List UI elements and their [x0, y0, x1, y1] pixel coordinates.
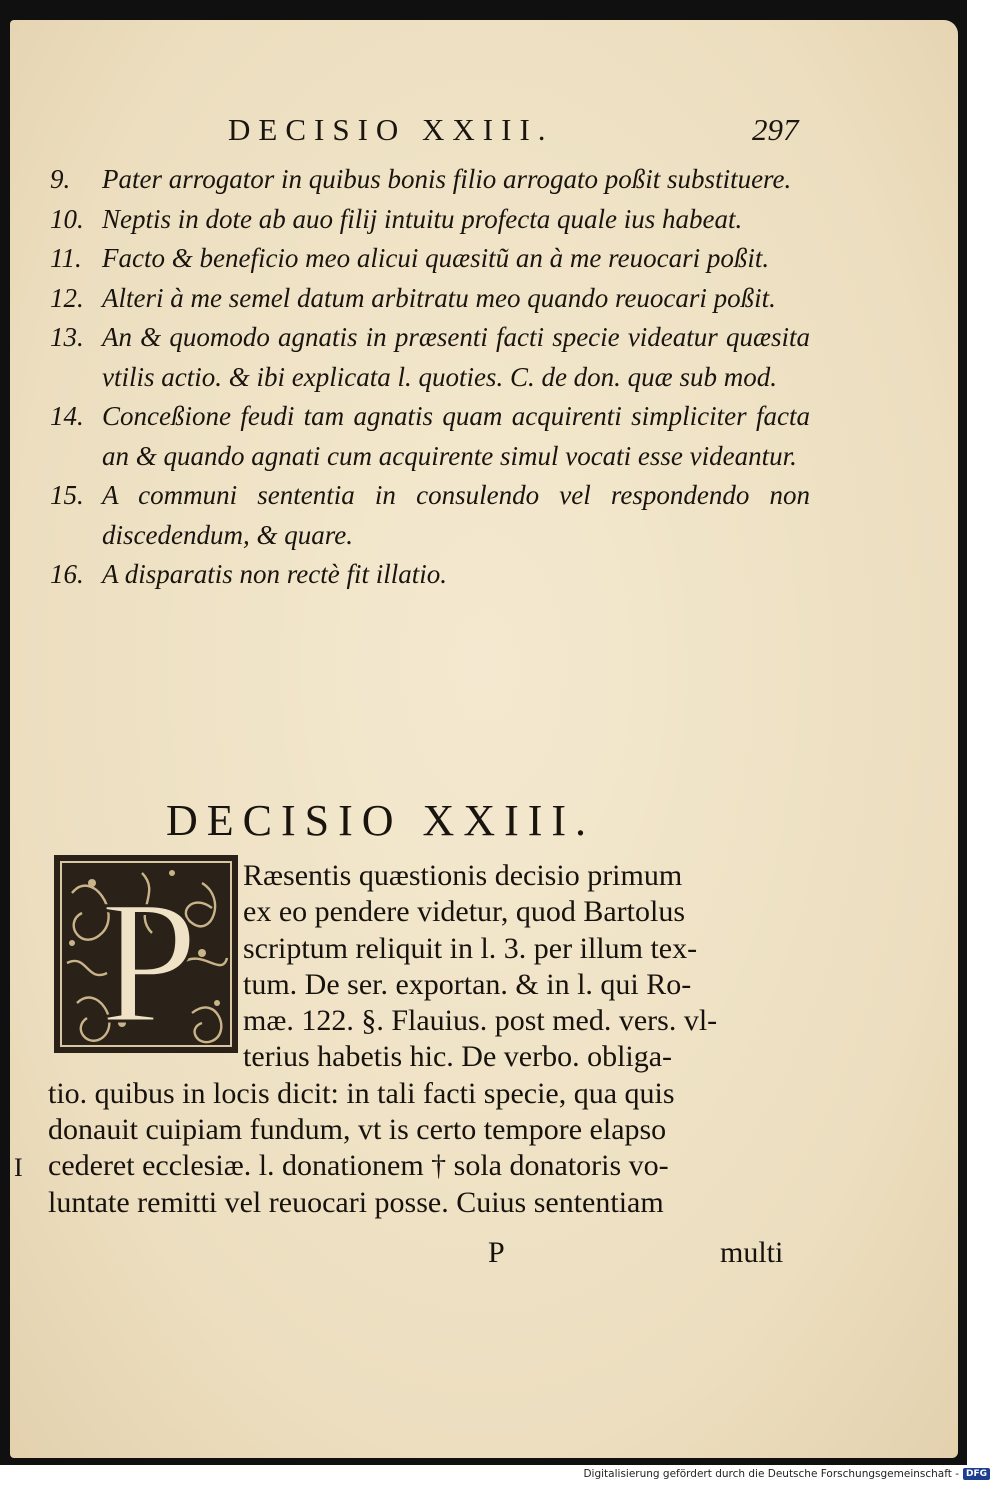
summary-item: [50, 476, 810, 555]
summary-text: Pater arrogator in quibus bonis filio arrogato poßit substituere.: [102, 164, 792, 194]
summary-number: 12.: [50, 282, 84, 313]
running-head: DECISIO XXIII.: [228, 112, 554, 147]
summary-list: [50, 160, 810, 595]
summary-number: 15.: [50, 480, 84, 510]
body-line: Ræsentis quæstionis decisio primum: [243, 859, 683, 892]
summary-number: 16.: [50, 559, 84, 589]
summary-item: [50, 160, 810, 200]
summary-item: [50, 318, 810, 397]
digitization-footer: [583, 1468, 990, 1480]
dfg-logo-icon: DFG: [963, 1468, 990, 1480]
body-line: donauit cuipiam fundum, vt is certo tempore elapso: [48, 1113, 667, 1147]
summary-text: A disparatis non rectè fit illatio.: [102, 559, 448, 589]
summary-number: 10.: [50, 203, 84, 234]
summary-number: 14.: [50, 401, 84, 431]
body-text: [48, 858, 803, 1221]
summary-text: Facto & beneficio meo alicui quæsitũ an à me reuocari poßit.: [102, 243, 770, 273]
summary-text: Alteri à me semel datum arbitratu meo quando reuocari poßit.: [102, 282, 776, 313]
body-line: scriptum reliquit in l. 3. per illum tex-: [243, 931, 698, 965]
body-line: luntate remitti vel reuocari posse. Cuius sententiam: [48, 1185, 664, 1219]
body-line: terius habetis hic. De verbo. obliga-: [243, 1040, 673, 1074]
marginal-note: I: [14, 1153, 23, 1182]
summary-text: A communi sententia in consulendo vel respondendo non discedendum, & quare.: [102, 480, 810, 550]
summary-number: 9.: [50, 164, 71, 194]
catchword: multi: [720, 1236, 784, 1269]
summary-text: Neptis in dote ab auo filij intuitu profecta quale ius habeat.: [102, 203, 743, 234]
summary-number: 13.: [50, 322, 84, 352]
section-heading: DECISIO XXIII.: [166, 796, 596, 845]
signature-mark: P: [488, 1236, 505, 1269]
body-line: mæ. 122. §. Flauius. post med. vers. vl-: [243, 1004, 718, 1038]
body-line: cederet ecclesiæ. l. donationem † sola donatoris vo-: [48, 1149, 669, 1183]
summary-item: [50, 279, 810, 319]
initial-letter: P: [100, 865, 198, 1055]
body-line: ex eo pendere videtur, quod Bartolus: [243, 895, 686, 929]
summary-item: [50, 239, 810, 279]
summary-item: [50, 397, 810, 476]
body-line: tio. quibus in locis dicit: in tali facti specie, qua quis: [48, 1076, 675, 1110]
summary-number: 11.: [50, 243, 82, 273]
summary-item: [50, 555, 810, 595]
summary-text: An & quomodo agnatis in præsenti facti specie videatur quæsita vtilis actio. & ibi explicata l. quoties. C. de don. quæ sub mod.: [102, 322, 810, 392]
summary-text: Conceßione feudi tam agnatis quam acquirenti simpliciter facta an & quando agnati cum acquirente simul vocati esse videantur.: [102, 401, 810, 471]
footer-text: Digitalisierung gefördert durch die Deutsche Forschungsgemeinschaft -: [583, 1468, 959, 1480]
summary-item: [50, 200, 810, 240]
body-line: tum. De ser. exportan. & in l. qui Ro-: [243, 967, 692, 1001]
page-number: 297: [752, 112, 799, 147]
